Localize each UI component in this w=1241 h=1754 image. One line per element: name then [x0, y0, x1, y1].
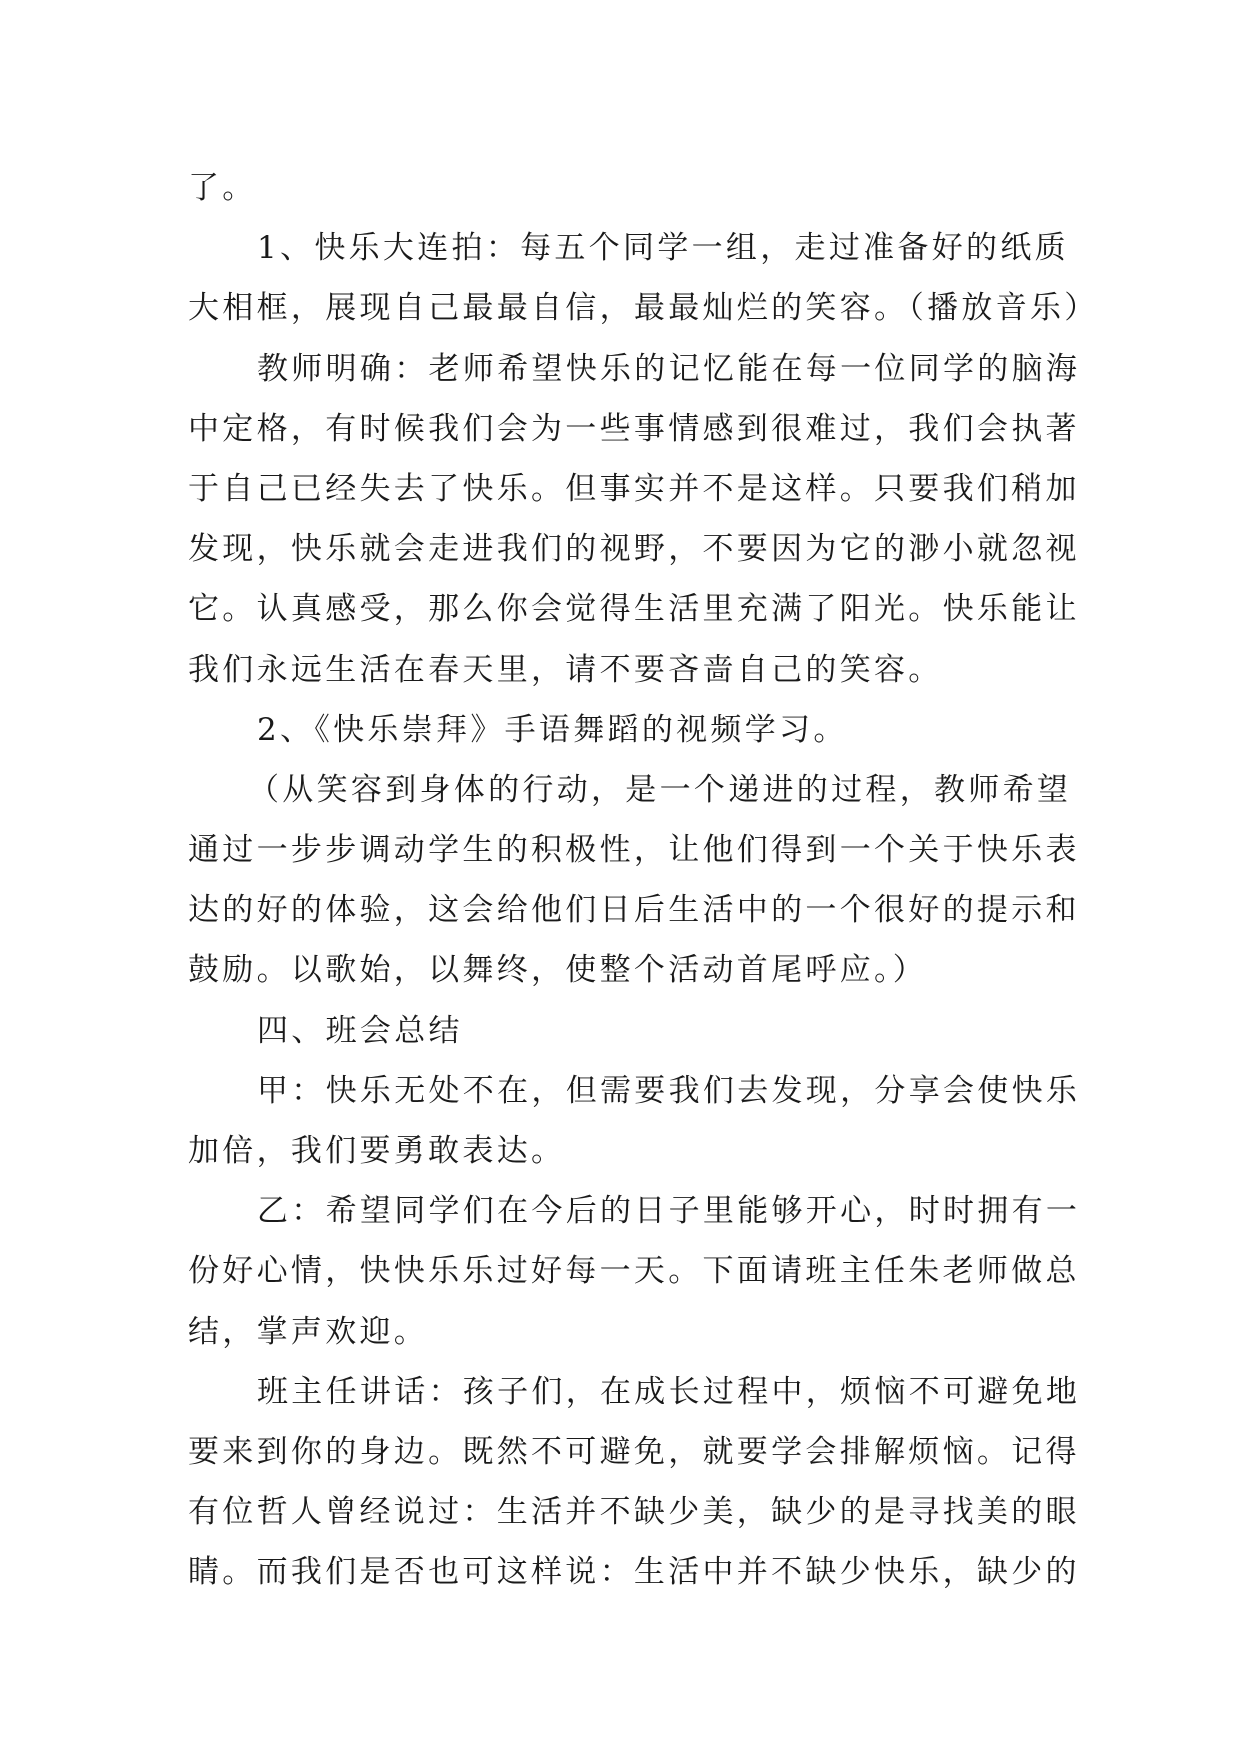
text-line: 1、快乐大连拍：每五个同学一组，走过准备好的纸质: [257, 230, 1069, 267]
text-line: 于自己已经失去了快乐。但事实并不是这样。只要我们稍加: [188, 470, 1080, 507]
text-line: 了。: [188, 170, 257, 206]
text-line: 睛。而我们是否也可这样说：生活中并不缺少快乐，缺少的: [188, 1554, 1080, 1591]
text-line: 2、《快乐崇拜》手语舞蹈的视频学习。: [257, 711, 848, 748]
text-line: 我们永远生活在春天里，请不要吝啬自己的笑容。: [188, 651, 943, 688]
text-line: 乙：希望同学们在今后的日子里能够开心，时时拥有一: [257, 1193, 1081, 1230]
text-line: 中定格，有时候我们会为一些事情感到很难过，我们会执著: [188, 410, 1080, 447]
text-line: 教师明确：老师希望快乐的记忆能在每一位同学的脑海: [257, 350, 1081, 387]
text-line: 达的好的体验，这会给他们日后生活中的一个很好的提示和: [188, 892, 1080, 929]
text-line: 份好心情，快快乐乐过好每一天。下面请班主任朱老师做总: [188, 1253, 1080, 1290]
body-text: [188, 158, 1099, 1603]
section-heading: 四、班会总结: [257, 1012, 463, 1049]
text-line: 要来到你的身边。既然不可避免，就要学会排解烦恼。记得: [188, 1433, 1080, 1470]
text-line: 大相框，展现自己最最自信，最最灿烂的笑容。（播放音乐）: [188, 290, 1099, 327]
text-line: 结，掌声欢迎。: [188, 1313, 429, 1350]
text-line: 加倍，我们要勇敢表达。: [188, 1133, 566, 1169]
text-line: 通过一步步调动学生的积极性，让他们得到一个关于快乐表: [188, 832, 1080, 869]
text-line: （从笑容到身体的行动，是一个递进的过程，教师希望: [248, 771, 1072, 808]
text-line: 甲：快乐无处不在，但需要我们去发现，分享会使快乐: [257, 1072, 1081, 1109]
text-line: 班主任讲话：孩子们，在成长过程中，烦恼不可避免地: [257, 1373, 1081, 1410]
text-line: 它。认真感受，那么你会觉得生活里充满了阳光。快乐能让: [188, 591, 1080, 628]
text-line: 发现，快乐就会走进我们的视野，不要因为它的渺小就忽视: [188, 531, 1080, 568]
text-line: 鼓励。以歌始，以舞终，使整个活动首尾呼应。）: [188, 952, 928, 989]
text-line: 有位哲人曾经说过：生活并不缺少美，缺少的是寻找美的眼: [188, 1494, 1080, 1531]
